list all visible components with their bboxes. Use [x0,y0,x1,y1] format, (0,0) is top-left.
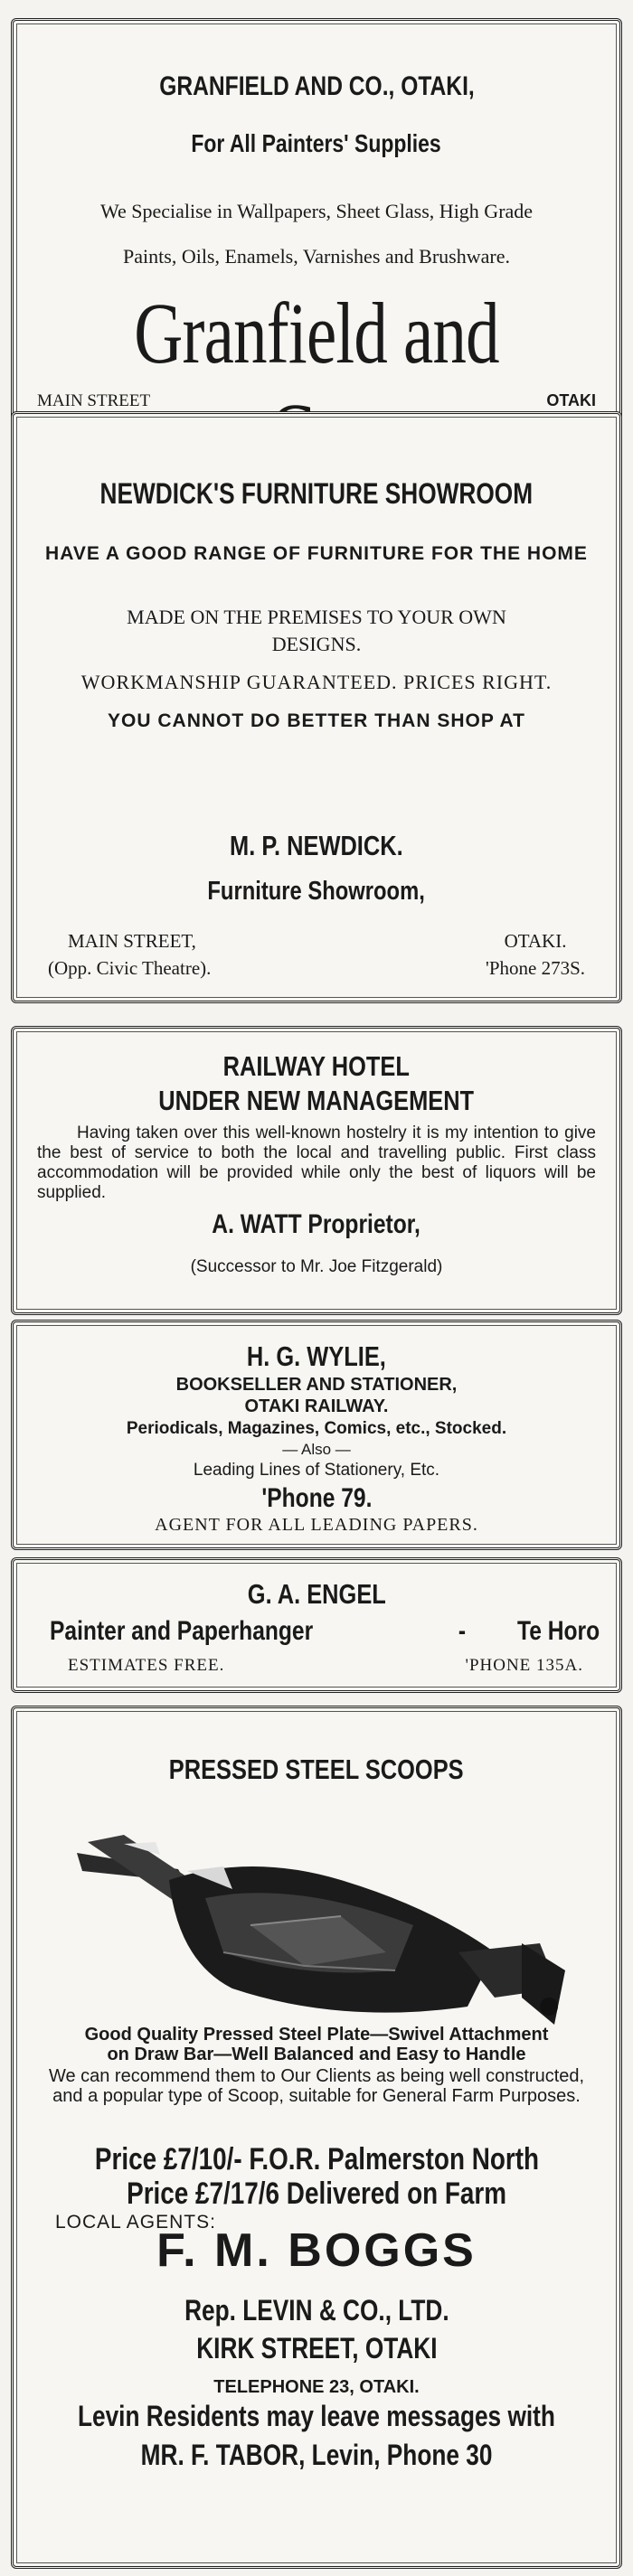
granfield-subheading: For All Painters' Supplies [191,129,442,157]
engel-dash: - [458,1616,467,1646]
boggs-bold-line2: on Draw Bar—Well Balanced and Easy to Handle [107,2045,526,2064]
newdick-town: OTAKI. [504,930,567,952]
railway-title2: UNDER NEW MANAGEMENT [158,1085,475,1116]
boggs-ad [11,1706,622,2569]
newdick-line2: MADE ON THE PREMISES TO YOUR OWN DESIGNS. [127,606,506,655]
wylie-phone: 'Phone 79. [260,1483,373,1513]
engel-footer [68,1656,583,1676]
engel-place: Te Horo [516,1616,600,1646]
boggs-local-agents: LOCAL AGENTS: [55,2212,216,2233]
engel-name: G. A. ENGEL [247,1578,386,1610]
engel-ad [11,1557,622,1693]
newdick-line4: YOU CANNOT DO BETTER THAN SHOP AT [108,710,525,731]
boggs-street: KIRK STREET, OTAKI [195,2332,438,2364]
wylie-line3: Periodicals, Magazines, Comics, etc., Stocked. [126,1419,507,1438]
railway-successor: (Successor to Mr. Joe Fitzgerald) [190,1257,443,1276]
railway-proprietor: A. WATT Proprietor, [212,1209,421,1239]
granfield-line1: We Specialise in Wallpapers, Sheet Glass, High Grade [99,200,534,222]
boggs-bold-line1: Good Quality Pressed Steel Plate—Swivel Attachment [84,2025,549,2045]
granfield-town: OTAKI [546,391,596,409]
boggs-heading: PRESSED STEEL SCOOPS [169,1753,464,1785]
engel-trade: Painter and Paperhanger [50,1616,314,1646]
wylie-line2: OTAKI RAILWAY. [244,1396,389,1416]
wylie-line5: Leading Lines of Stationery, Etc. [193,1461,440,1480]
newdick-heading: NEWDICK'S FURNITURE SHOWROOM [99,477,534,510]
railway-title1: RAILWAY HOTEL [222,1050,411,1082]
newdick-footer [48,927,585,982]
railway-body: Having taken over this well-known hostelry it is my intention to give the best of service to both the local and travelling public. First class accommodation will be provided while only the best of liquors will be supplied. [37,1123,596,1202]
boggs-rep: Rep. LEVIN & CO., LTD. [184,2294,449,2327]
boggs-price2: Price £7/17/6 Delivered on Farm [127,2176,506,2211]
newdick-ad [11,411,622,1003]
granfield-street: MAIN STREET [37,391,151,410]
boggs-body: We can recommend them to Our Clients as being well constructed, and a popular type of Scoop, suitable for General Farm Purposes. [48,2066,585,2106]
boggs-bold-lines [14,2025,619,2064]
boggs-telephone: TELEPHONE 23, OTAKI. [213,2377,420,2397]
granfield-footer [37,391,596,411]
newdick-opposite: (Opp. Civic Theatre). [48,957,212,979]
wylie-ad [11,1320,622,1550]
engel-phone: 'PHONE 135A. [465,1656,583,1675]
wylie-agent: AGENT FOR ALL LEADING PAPERS. [155,1515,478,1535]
scoop-illustration [70,1817,572,2034]
newdick-street: MAIN STREET, [68,930,196,952]
boggs-levin2: MR. F. TABOR, Levin, Phone 30 [140,2439,493,2471]
boggs-levin1: Levin Residents may leave messages with [78,2400,555,2432]
granfield-logo: Granfield and [134,285,499,381]
granfield-heading: GRANFIELD AND CO., OTAKI, [158,71,475,101]
newdick-phone: 'Phone 273S. [486,957,585,979]
wylie-name: H. G. WYLIE, [247,1340,386,1372]
granfield-ad [11,18,622,436]
wylie-line1: BOOKSELLER AND STATIONER, [175,1375,458,1395]
engel-trade-row [50,1616,600,1647]
newdick-line3: WORKMANSHIP GUARANTEED. PRICES RIGHT. [80,671,553,693]
newdick-name: M. P. NEWDICK. [230,830,403,861]
wylie-line4: — Also — [282,1441,351,1458]
railway-hotel-ad [11,1026,622,1315]
boggs-name: F. M. BOGGS [156,2224,477,2277]
newdick-subtitle: Furniture Showroom, [207,877,426,906]
granfield-line2: Paints, Oils, Enamels, Varnishes and Brushware. [123,245,510,268]
newdick-line1: HAVE A GOOD RANGE OF FURNITURE FOR THE HOME [45,543,588,564]
boggs-price1: Price £7/10/- F.O.R. Palmerston North [94,2142,539,2176]
engel-estimates: ESTIMATES FREE. [68,1656,225,1675]
